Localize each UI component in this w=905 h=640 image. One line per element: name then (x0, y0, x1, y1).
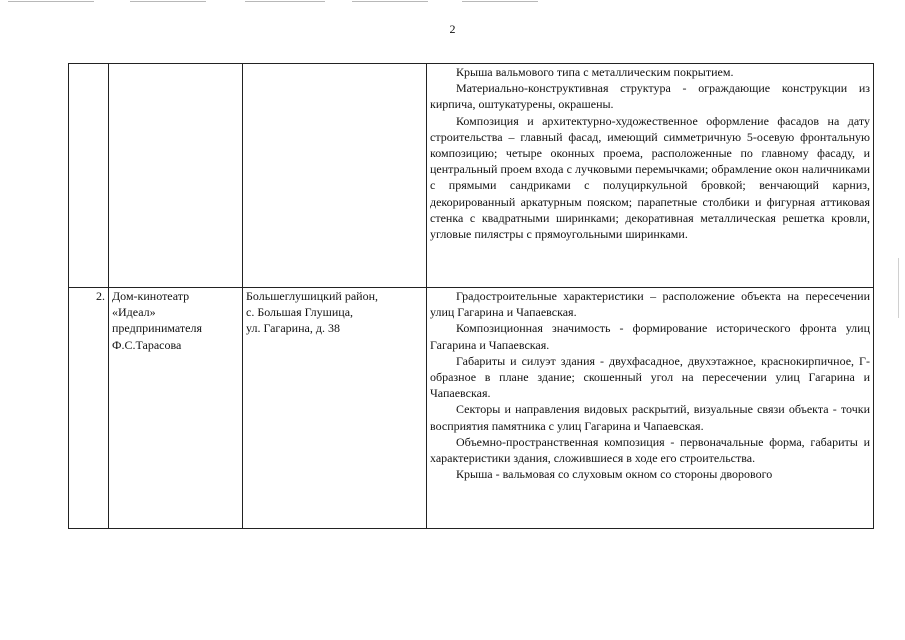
address-line: Большеглушицкий район, (246, 289, 378, 303)
table-row (69, 64, 874, 288)
scan-mark (245, 1, 325, 2)
description-paragraph: Секторы и направления видовых раскрытий, визуальные связи объекта - точки восприятия памятника с улиц Гагарина и Чапаевская. (430, 402, 870, 433)
object-name-line: предпринимателя (112, 321, 202, 336)
object-name-line: Ф.С.Тарасова (112, 337, 182, 352)
scan-mark (462, 1, 538, 2)
object-name-cell (109, 64, 243, 288)
scan-edge-mark (898, 258, 899, 318)
page-number: 2 (449, 22, 456, 36)
scan-mark (130, 1, 206, 2)
object-description-cell (427, 288, 874, 529)
object-name-cell (109, 288, 243, 529)
description-paragraph: Материально-конструктивная структура - ограждающие конструкции из кирпича, оштукатурены, окрашены. (430, 81, 870, 112)
row-number-cell: 2. (69, 288, 109, 529)
description-paragraph: Габариты и силуэт здания - двухфасадное, двухэтажное, краснокирпичное, Г-образное в плане здание; скошенный угол на пересечении улиц Гагарина и Чапаевская. (430, 353, 870, 401)
table-row (69, 288, 874, 529)
description-paragraph: Композиция и архитектурно-художественное оформление фасадов на дату строительства – главный фасад, имеющий симметричную 5-осевую фронтальную композицию; четыре оконных проема, расположенные по главному фасаду, и центральный проем входа с лучковыми перемычками; обрамление окон наличниками с прямыми сандриками с полуциркульной бровкой; венчающий карниз, декорированный аркатурным пояском; парапетные столбики и фигурная аттиковая стенка с квадратными ширинками; декоративная металлическая решетка кровли, угловые пилястры с прямоугольными ширинками. (430, 113, 870, 242)
address-line: с. Большая Глушица, (246, 305, 354, 320)
description-paragraph: Крыша вальмового типа с металлическим покрытием. (456, 65, 734, 79)
scan-top-marks (0, 0, 905, 4)
object-address-cell (243, 288, 427, 529)
description-paragraph: Композиционная значимость - формирование исторического фронта улиц Гагарина и Чапаевская. (430, 321, 870, 352)
object-name-line: Дом-кинотеатр (112, 289, 190, 303)
address-line: ул. Гагарина, д. 38 (246, 321, 340, 336)
scan-mark (352, 1, 428, 2)
description-paragraph: Градостроительные характеристики – расположение объекта на пересечении улиц Гагарина и Чапаевская. (430, 289, 870, 320)
heritage-object-table (68, 63, 874, 529)
description-paragraph: Объемно-пространственная композиция - первоначальные форма, габариты и характеристики здания, сложившиеся в ходе его строительства. (430, 434, 870, 466)
row-number-cell (69, 64, 109, 288)
scan-mark (8, 1, 94, 2)
description-paragraph: Крыша - вальмовая со слуховым окном со стороны дворового (456, 467, 773, 482)
object-address-cell (243, 64, 427, 288)
object-name-line: «Идеал» (112, 305, 156, 320)
object-description-cell (427, 64, 874, 288)
